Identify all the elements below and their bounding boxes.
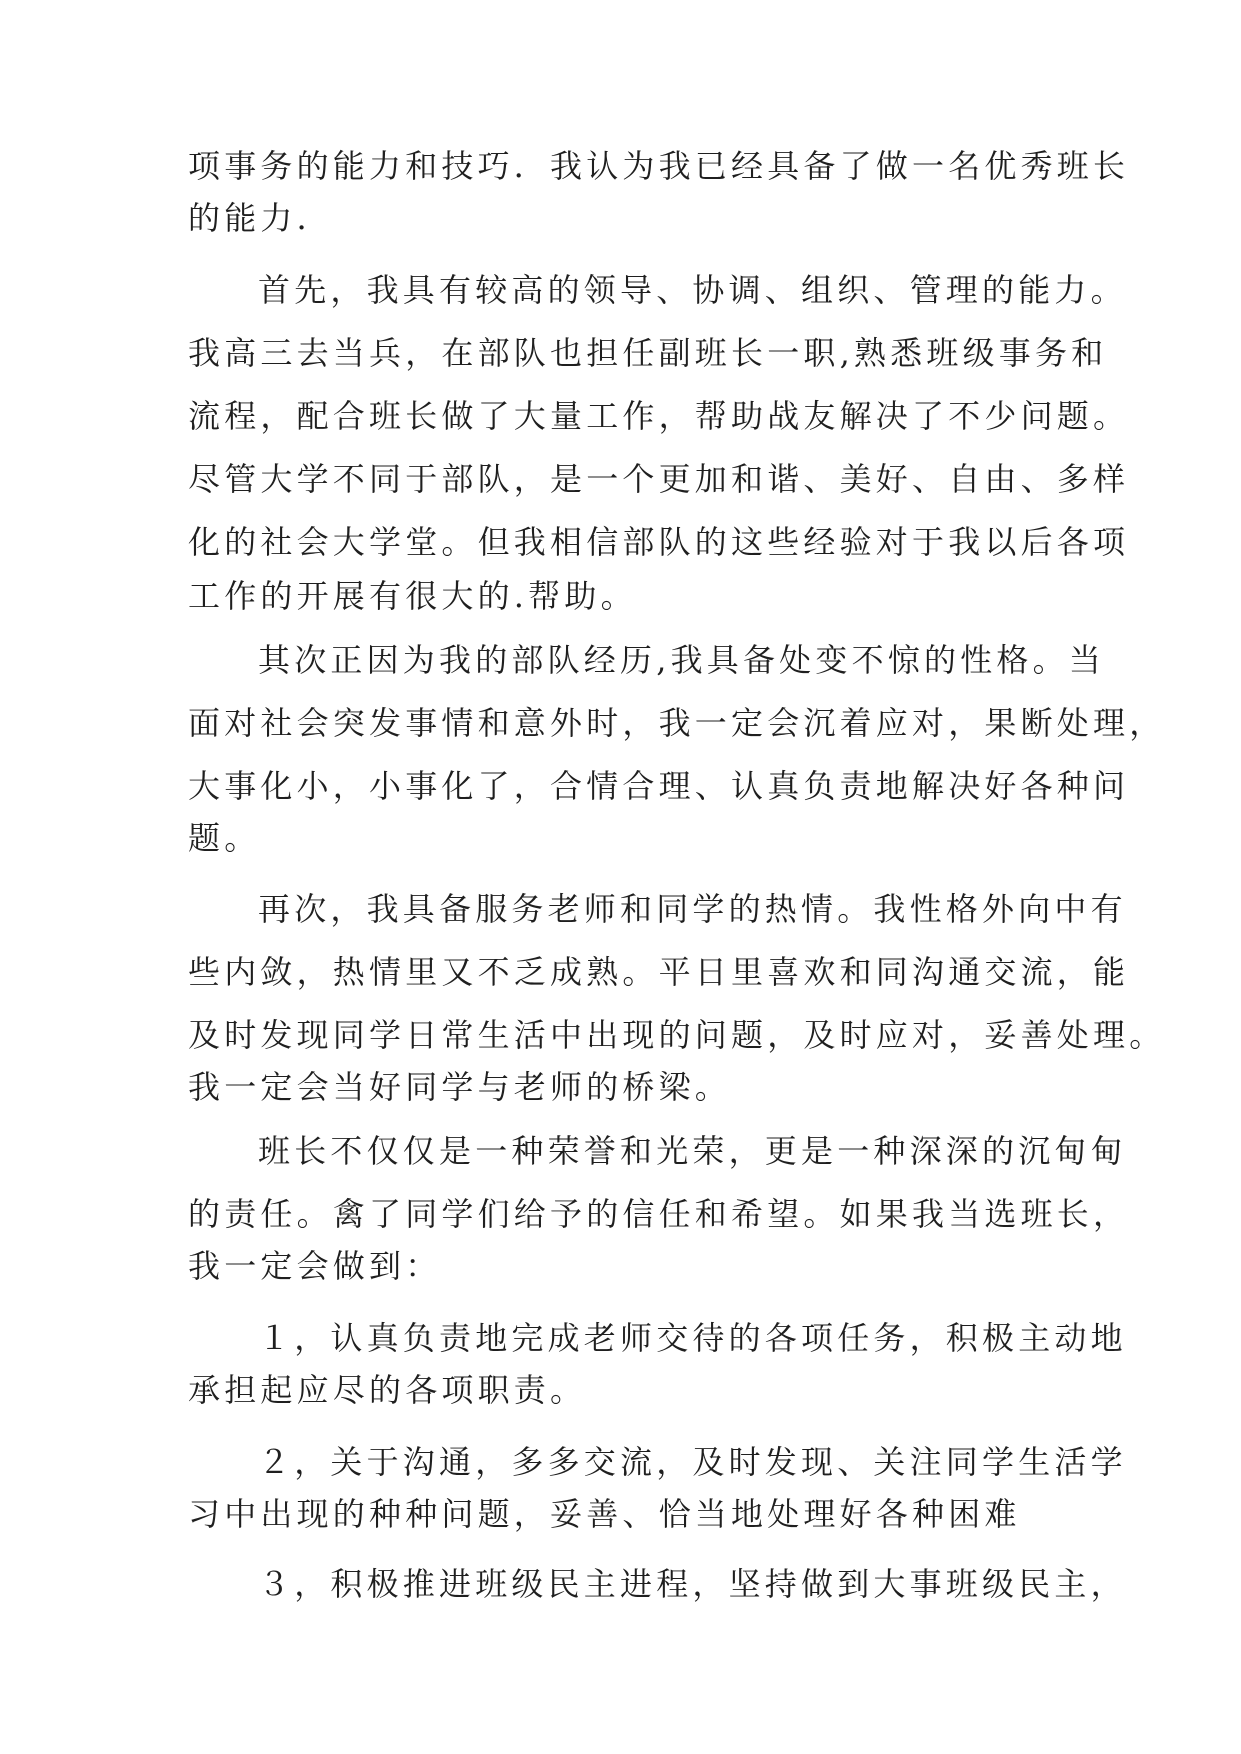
text-line: 些内敛，热情里又不乏成熟。平日里喜欢和同沟通交流，能 [188,953,1130,991]
text-line: 尽管大学不同于部队，是一个更加和谐、美好、自由、多样 [188,460,1130,498]
text-line: 及时发现同学日常生活中出现的问题，及时应对，妥善处理。 [188,1016,1166,1054]
text-line: 流程，配合班长做了大量工作，帮助战友解决了不少问题。 [188,397,1130,435]
text-line: 大事化小，小事化了，合情合理、认真负责地解决好各种问 [188,767,1130,805]
text-line: ３，积极推进班级民主进程，坚持做到大事班级民主， [258,1565,1127,1603]
text-line: ２，关于沟通，多多交流，及时发现、关注同学生活学 [258,1443,1127,1481]
text-line: 我一定会当好同学与老师的桥梁。 [188,1068,732,1106]
text-line: 我高三去当兵，在部队也担任副班长一职,熟悉班级事务和 [188,334,1108,372]
text-line: 首先，我具有较高的领导、协调、组织、管理的能力。 [258,271,1127,309]
text-line: 题。 [188,819,261,857]
text-line: 再次，我具备服务老师和同学的热情。我性格外向中有 [258,890,1127,928]
text-line: 习中出现的种种问题，妥善、恰当地处理好各种困难 [188,1495,1021,1533]
text-line: 的责任。禽了同学们给予的信任和希望。如果我当选班长， [188,1195,1130,1233]
text-line: １，认真负责地完成老师交待的各项任务，积极主动地 [258,1319,1127,1357]
text-line: 工作的开展有很大的.帮助。 [188,577,637,615]
text-line: 我一定会做到： [188,1247,442,1285]
text-line: 的能力． [188,199,333,237]
text-line: 面对社会突发事情和意外时，我一定会沉着应对，果断处理， [188,704,1166,742]
text-line: 班长不仅仅是一种荣誉和光荣，更是一种深深的沉甸甸 [258,1132,1127,1170]
text-line: 其次正因为我的部队经历,我具备处变不惊的性格。当 [258,641,1105,679]
text-line: 承担起应尽的各项职责。 [188,1371,587,1409]
text-line: 项事务的能力和技巧．我认为我已经具备了做一名优秀班长 [188,147,1130,185]
text-line: 化的社会大学堂。但我相信部队的这些经验对于我以后各项 [188,523,1130,561]
